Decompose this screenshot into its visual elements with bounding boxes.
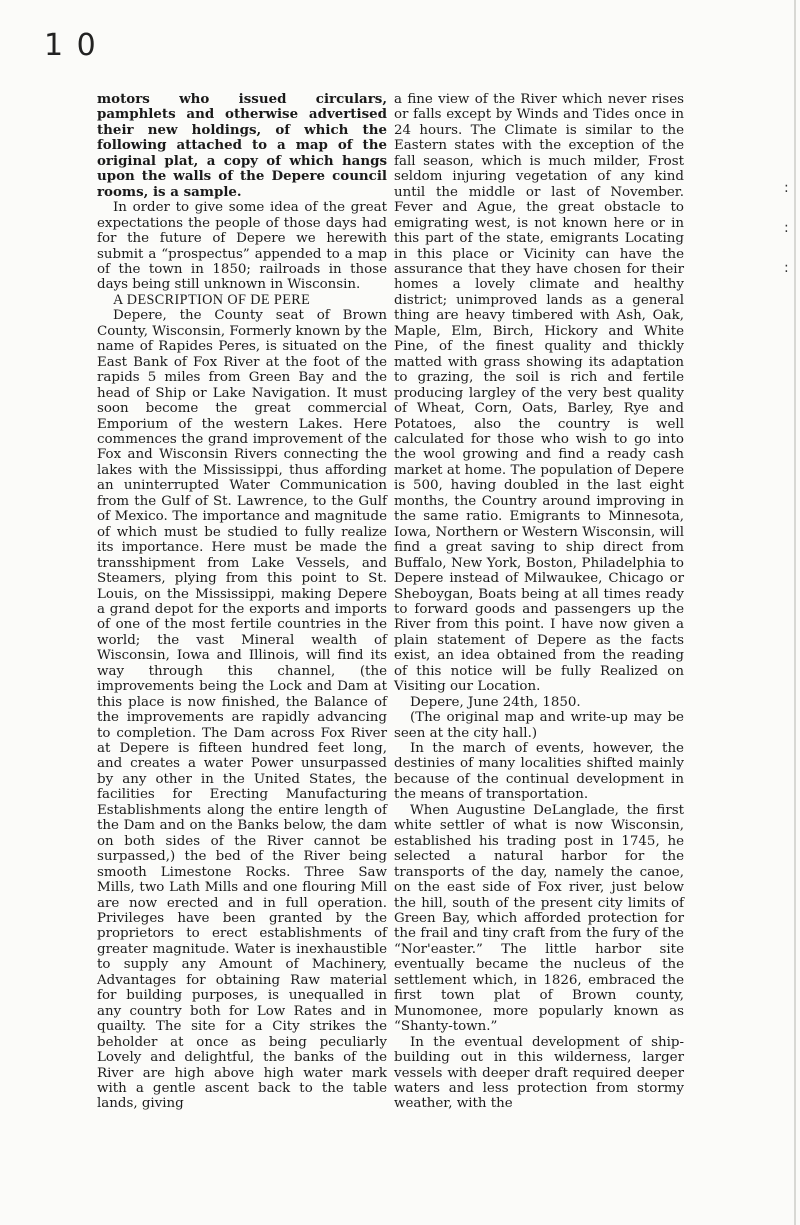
map-note: (The original map and write-up may be seen at the city hall.) [394,710,684,741]
intro-paragraph: In order to give some idea of the great expectations the people of those days had for the future of Depere we herewith submit a “prospectus” appended to a map of the town in 1850; railroads in those days being still unknown in Wisconsin. [97,200,387,293]
continuation-paragraph: a fine view of the River which never rises or falls except by Winds and Tides once in 24 hours. The Climate is similar to the Eastern states with the exception of the fall season, which is much milder, Frost seldom injuring vegetation of any kind until the middle or last of November. Fever and Ague, the great obstacle to emigrating west, is not known here or in this part of the state, emigrants Locating in this place or Vicinity can have the assurance that they have chosen for their homes a lovely climate and healthy district; unimproved lands as a general thing are heavy timbered with Ash, Oak, Maple, Elm, Birch, Hickory and White Pine, of the finest quality and thickly matted with grass showing its adaptation to grazing, the soil is rich and fertile producing largley of the very best quality of Wheat, Corn, Oats, Barley, Rye and Potatoes, also the country is well calculated for those who wish to go into the wool growing and find a ready cash market at home. The population of Depere is 500, having doubled in the last eight months, the Country around improving in the same ratio. Emigrants to Minnesota, Iowa, Northern or Western Wisconsin, will find a great saving to ship direct from Buffalo, New York, Boston, Philadelphia to Depere instead of Milwaukee, Chicago or Sheboygan, Boats being at all times ready to forward goods and passengers up the River from this point. I have now given a plain statement of Depere as the facts exist, an idea obtained from the reading of this notice will be fully Realized on Visiting our Location. [394,92,684,695]
left-column [97,92,387,1112]
margin-scan-marks: : : : [784,180,789,276]
langlade-paragraph: When Augustine DeLanglade, the first white settler of what is now Wisconsin, established his trading post in 1745, he selected a natural harbor for the transports of the day, namely the canoe, on the east side of Fox river, just below the hill, south of the present city limits of Green Bay, which afforded protection for the frail and tiny craft from the fury of the “Nor'easter.” The little harbor site eventually became the nucleus of the settlement which, in 1826, embraced the first town plat of Brown county, Munomonee, more popularly known as “Shanty-town.” [394,802,684,1035]
shipbuilding-paragraph: In the eventual development of ship-building out in this wilderness, larger vessels with deeper draft required deeper waters and less protection from stormy weather, with the [394,1034,684,1112]
section-heading: A DESCRIPTION OF DE PERE [113,291,311,308]
scan-edge [794,0,796,1225]
page-number: 1 0 [44,28,98,63]
description-paragraph: Depere, the County seat of Brown County, Wisconsin, Formerly known by the name of Rapides Peres, is situated on the East Bank of Fox River at the foot of the rapids 5 miles from Green Bay and the head of Ship or Lake Navigation. It must soon become the great commercial Emporium of the western Lakes. Here commences the grand improvement of the Fox and Wisconsin Rivers connecting the lakes with the Mississippi, thus affording an uninterrupted Water Communication from the Gulf of St. Lawrence, to the Gulf of Mexico. The importance and magnitude of which must be studied to fully realize its importance. Here must be made the transshipment from Lake Vessels, and Steamers, plying from this point to St. Louis, on the Mississippi, making Depere a grand depot for the exports and imports of one of the most fertile countries in the world; the vast Mineral wealth of Wisconsin, Iowa and Illinois, will find its way through this channel, (the improvements being the Lock and Dam at this place is now finished, the Balance of the improvements are rapidly advancing to completion. The Dam across Fox River at Depere is fifteen hundred feet long, and creates a water Power unsurpassed by any other in the United States, the facilities for Erecting Manufacturing Establishments along the entire length of the Dam and on the Banks below, the dam on both sides of the River cannot be surpassed,) the bed of the River being smooth Limestone Rocks. Three Saw Mills, two Lath Mills and one flouring Mill are now erected and in full operation. Privileges have been granted by the proprietors to erect establishments of greater magnitude. Water is inexhaustible to supply any Amount of Machinery, Advantages for obtaining Raw material for building purposes, is unequalled in any country both for Low Rates and in quailty. The site for a City strikes the beholder at once as being peculiarly Lovely and delightful, the banks of the River are high above high water mark with a gentle ascent back to the table lands, giving [97,308,388,1112]
march-paragraph: In the march of events, however, the destinies of many localities shifted mainly because of the continual development in the means of transportation. [394,741,684,803]
intro-bold-paragraph: motors who issued circulars, pamphlets and otherwise advertised their new holdings, of which the following attached to a map of the original plat, a copy of which hangs upon the walls of the Depere council rooms, is a sample. [97,91,387,200]
right-column [394,92,684,1112]
dateline: Depere, June 24th, 1850. [410,694,581,710]
